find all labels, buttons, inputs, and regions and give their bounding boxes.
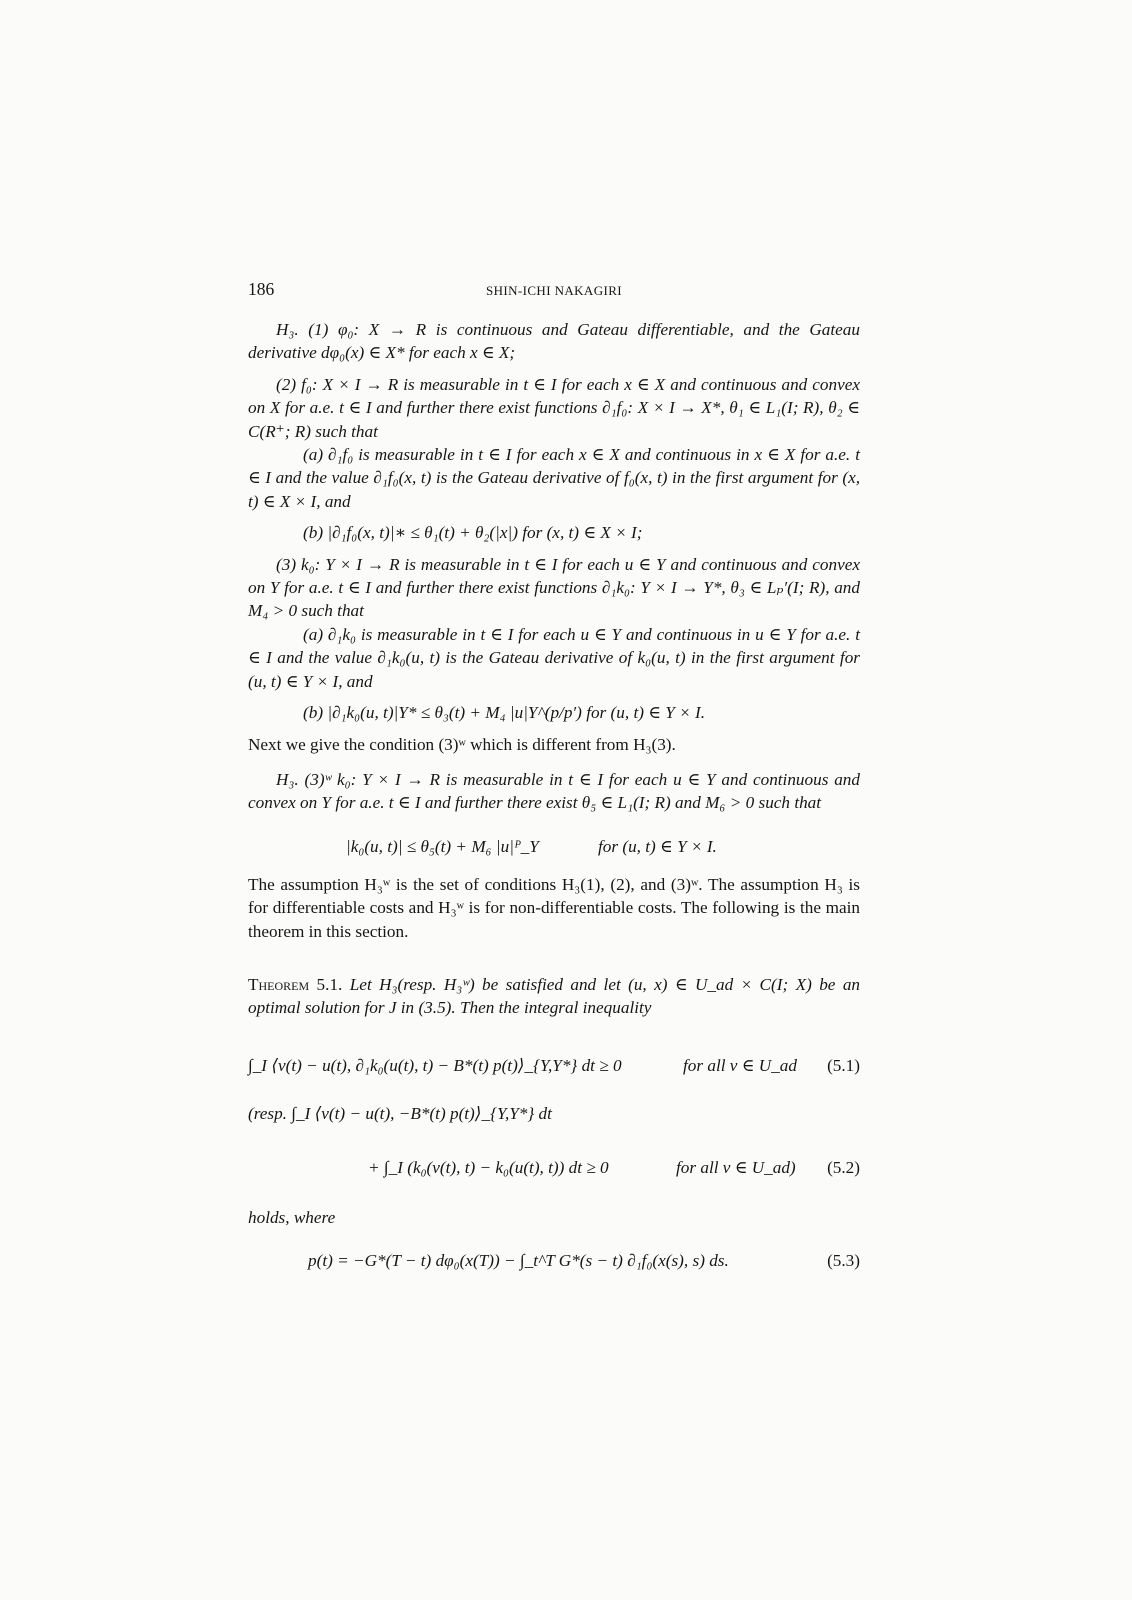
h3-condition-2: (2) f₀: X × I → R is measurable in t ∈ I for each x ∈ X and continuous and convex on X for a.e. t ∈ I and further there exist functions ∂₁f₀: X × I → X*, θ₁ ∈ L₁(I; R), θ₂ ∈ C(R⁺; R) such that	[248, 374, 860, 441]
equation-5-1: ∫_I ⟨v(t) − u(t), ∂₁k₀(u(t), t) − B*(t) p(t)⟩_{Y,Y*} dt ≥ 0	[248, 1055, 622, 1075]
running-head: SHIN-ICHI NAKAGIRI	[485, 283, 623, 298]
h3-condition-2a: (a) ∂₁f₀ is measurable in t ∈ I for each x ∈ X and continuous in x ∈ X for a.e. t ∈ I and the value ∂₁f₀(x, t) is the Gateau derivative of f₀(x, t) in the first argument for (x, t) ∈ X × I, and	[248, 445, 860, 511]
equation-5-1-number: (5.1)	[827, 1055, 860, 1075]
h3-condition-2b: (b) |∂₁f₀(x, t)|∗ ≤ θ₁(t) + θ₂(|x|) for (x, t) ∈ X × I;	[303, 523, 643, 543]
page-header	[248, 278, 860, 302]
equation-5-2-condition: for all v ∈ U_ad)	[676, 1157, 796, 1177]
body-column	[248, 318, 860, 1279]
holds-where: holds, where	[248, 1207, 336, 1227]
theorem-label: Theorem 5.1.	[248, 974, 343, 994]
assumption-paragraph: The assumption H₃ʷ is the set of conditions H₃(1), (2), and (3)ʷ. The assumption H₃ is for differentiable costs and H₃ʷ is for non-differentiable costs. The following is the main theorem in this section.	[248, 874, 860, 941]
h3-condition-3: (3) k₀: Y × I → R is measurable in t ∈ I for each u ∈ Y and continuous and convex on Y for a.e. t ∈ I and further there exist functions ∂₁k₀: Y × I → Y*, θ₃ ∈ Lₚ′(I; R), and M₄ > 0 such that	[248, 554, 860, 621]
equation-5-1-condition: for all v ∈ U_ad	[683, 1055, 797, 1075]
next-condition-paragraph: Next we give the condition (3)ʷ which is different from H₃(3).	[248, 734, 676, 754]
equation-5-2-number: (5.2)	[827, 1157, 860, 1177]
equation-5-2-second-row	[248, 1152, 860, 1186]
equation-5-3-row	[248, 1245, 860, 1279]
h3w-inequality-row	[248, 827, 860, 861]
h3-condition-3a: (a) ∂₁k₀ is measurable in t ∈ I for each u ∈ Y and continuous in u ∈ Y for a.e. t ∈ I and the value ∂₁k₀(u, t) is the Gateau derivative of k₀(u, t) in the first argument for (u, t) ∈ Y × I, and	[248, 624, 860, 691]
theorem-text: Let H₃(resp. H₃ʷ) be satisfied and let (u, x) ∈ U_ad × C(I; X) be an optimal solution for J in (3.5). Then the integral inequality	[248, 974, 861, 1018]
equation-5-2-part-b: + ∫_I (k₀(v(t), t) − k₀(u(t), t)) dt ≥ 0	[368, 1157, 609, 1177]
h3-condition-3b: (b) |∂₁k₀(u, t)|Y* ≤ θ₃(t) + M₄ |u|Y^(p/p′) for (u, t) ∈ Y × I.	[303, 703, 706, 723]
equation-5-2-first-row	[248, 1098, 860, 1132]
equation-5-3: p(t) = −G*(T − t) dφ₀(x(T)) − ∫_t^T G*(s − t) ∂₁f₀(x(s), s) ds.	[308, 1251, 729, 1271]
equation-5-3-number: (5.3)	[827, 1251, 860, 1271]
page-number: 186	[248, 279, 275, 299]
h3w-condition: H₃. (3)ʷ k₀: Y × I → R is measurable in t ∈ I for each u ∈ Y and continuous and convex on Y for a.e. t ∈ I and further there exist θ₅ ∈ L₁(I; R) and M₆ > 0 such that	[248, 769, 860, 813]
equation-5-2-part-a: (resp. ∫_I ⟨v(t) − u(t), −B*(t) p(t)⟩_{Y,Y*} dt	[248, 1103, 552, 1123]
h3w-inequality-condition: for (u, t) ∈ Y × I.	[598, 836, 717, 856]
equation-5-1-row	[248, 1050, 860, 1084]
h3-condition-1: H₃. (1) φ₀: X → R is continuous and Gateau differentiable, and the Gateau derivative dφ₀(x) ∈ X* for each x ∈ X;	[248, 320, 860, 363]
h3w-inequality: |k₀(u, t)| ≤ θ₅(t) + M₆ |u|ᴾ_Y	[346, 836, 539, 856]
theorem-5-1	[248, 973, 860, 1020]
